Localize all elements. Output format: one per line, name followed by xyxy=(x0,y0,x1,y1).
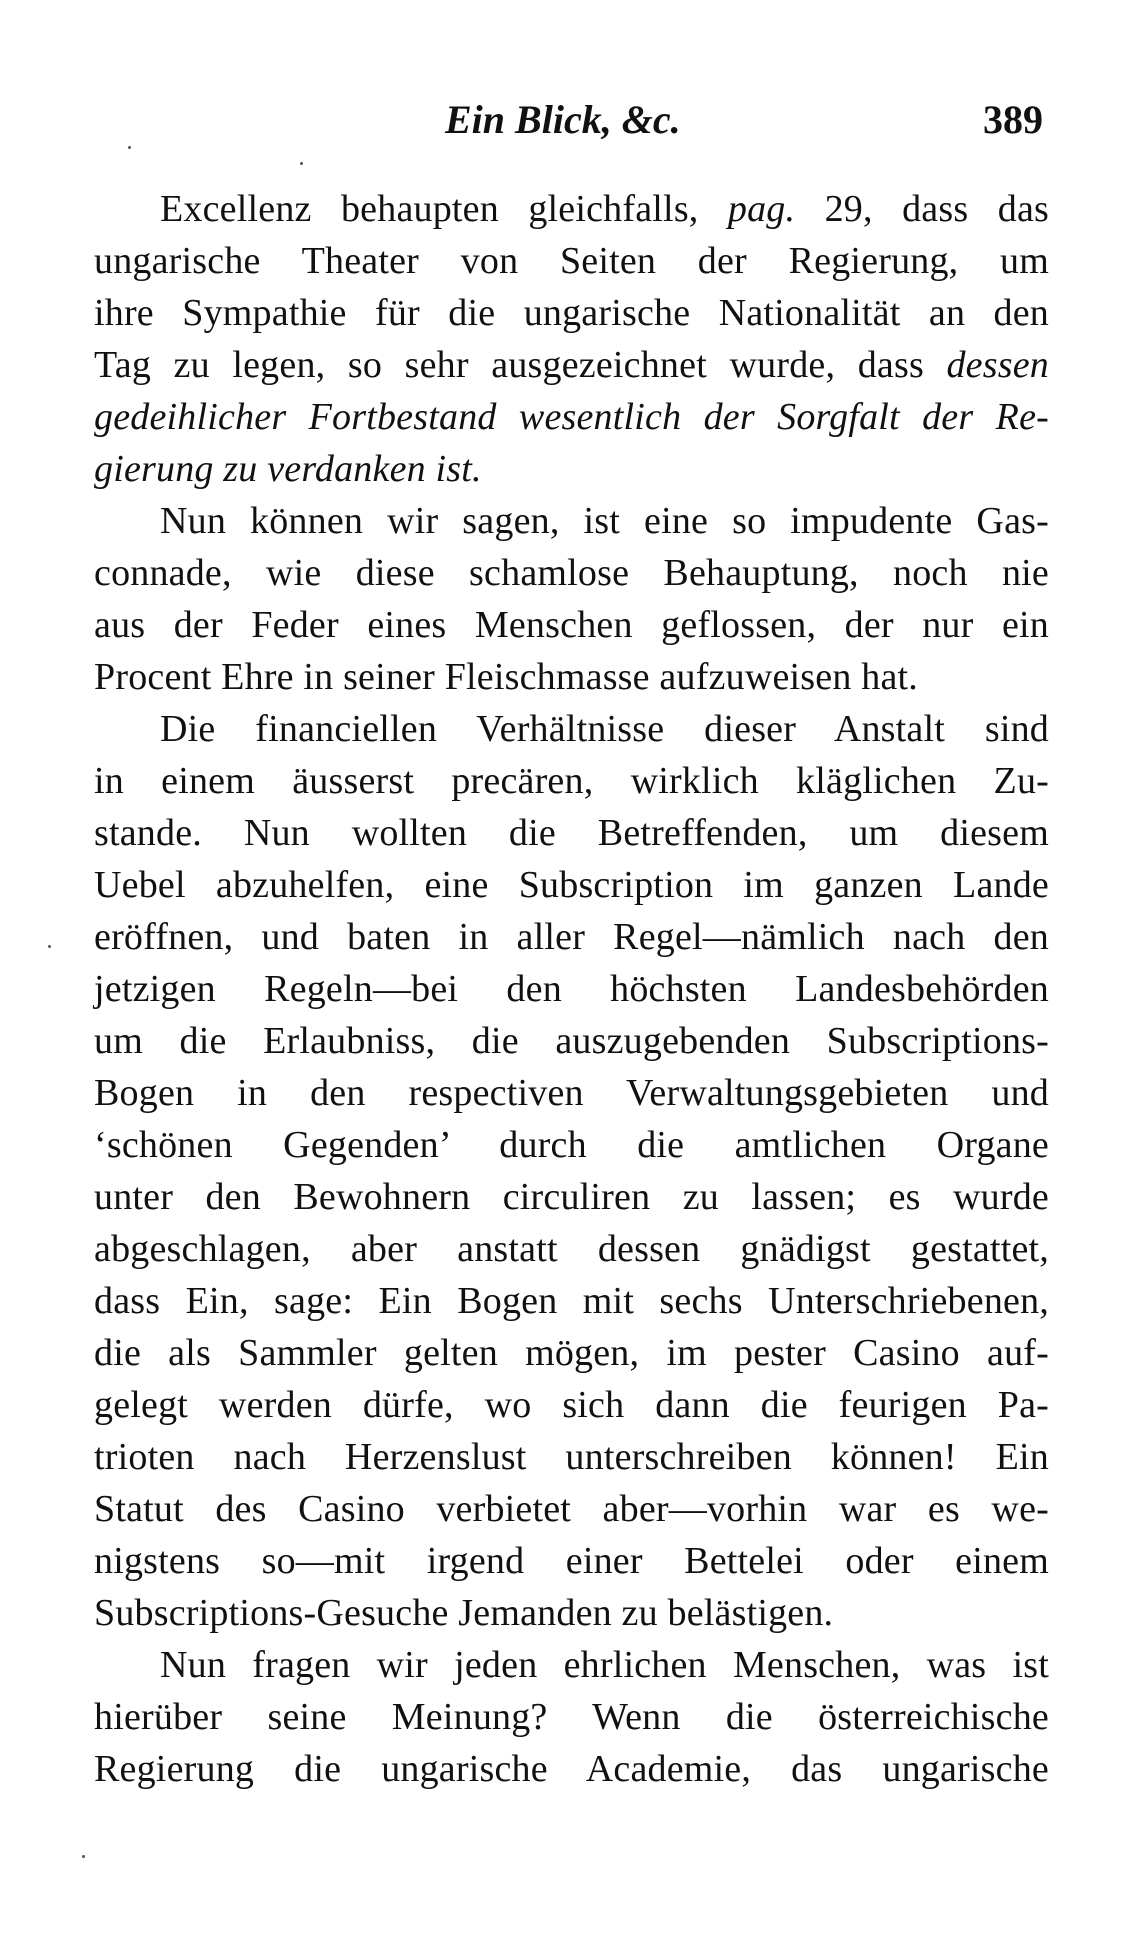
text-line: Tag zu legen, so sehr ausgezeichnet wurde, dass dessen xyxy=(94,344,1049,386)
text-line: Excellenz behaupten gleichfalls, pag. 29, dass das xyxy=(160,188,1049,230)
text-line: die als Sammler gelten mögen, im pester Casino auf- xyxy=(94,1332,1049,1374)
text-line: Regierung die ungarische Academie, das ungarische xyxy=(94,1748,1049,1790)
print-speck xyxy=(300,162,303,165)
text-line: ‘schönen Gegenden’ durch die amtlichen Organe xyxy=(94,1124,1049,1166)
text-line: Nun können wir sagen, ist eine so impudente Gas- xyxy=(160,500,1049,542)
text-line: gedeihlicher Fortbestand wesentlich der Sorgfalt der Re- xyxy=(94,396,1049,438)
text-line: eröffnen, und baten in aller Regel—nämlich nach den xyxy=(94,916,1049,958)
running-title: Ein Blick, &c. xyxy=(445,97,681,142)
text-line: jetzigen Regeln—bei den höchsten Landesbehörden xyxy=(94,968,1049,1010)
text-line: connade, wie diese schamlose Behauptung, noch nie xyxy=(94,552,1049,594)
italic-word: pag. xyxy=(727,188,796,230)
text-line: hierüber seine Meinung? Wenn die österreichische xyxy=(94,1696,1049,1738)
page-number: 389 xyxy=(983,97,1043,142)
text-line: gelegt werden dürfe, wo sich dann die feurigen Pa- xyxy=(94,1384,1049,1426)
text-line: Die financiellen Verhältnisse dieser Anstalt sind xyxy=(160,708,1049,750)
italic-word: dessen xyxy=(946,344,1049,386)
text-line: aus der Feder eines Menschen geflossen, der nur ein xyxy=(94,604,1049,646)
text-line: nigstens so—mit irgend einer Bettelei oder einem xyxy=(94,1540,1049,1582)
text-line: Nun fragen wir jeden ehrlichen Menschen, was ist xyxy=(160,1644,1049,1686)
print-speck xyxy=(128,146,131,149)
text-line: in einem äusserst precären, wirklich kläglichen Zu- xyxy=(94,760,1049,802)
text-line: gierung zu verdanken ist. xyxy=(94,448,482,490)
text-line: stande. Nun wollten die Betreffenden, um diesem xyxy=(94,812,1049,854)
text-line: unter den Bewohnern circuliren zu lassen; es wurde xyxy=(94,1176,1049,1218)
text-line: dass Ein, sage: Ein Bogen mit sechs Unterschriebenen, xyxy=(94,1280,1049,1322)
text-line: um die Erlaubniss, die auszugebenden Subscriptions- xyxy=(94,1020,1049,1062)
text-line: ungarische Theater von Seiten der Regierung, um xyxy=(94,240,1049,282)
text-line: ihre Sympathie für die ungarische Nationalität an den xyxy=(94,292,1049,334)
page-header xyxy=(0,95,1147,155)
text-line: Subscriptions-Gesuche Jemanden zu belästigen. xyxy=(94,1592,834,1634)
body-text xyxy=(94,183,1049,1795)
text-line: Statut des Casino verbietet aber—vorhin war es we- xyxy=(94,1488,1049,1530)
print-speck xyxy=(48,945,51,948)
text-line: Bogen in den respectiven Verwaltungsgebieten und xyxy=(94,1072,1049,1114)
text-line: trioten nach Herzenslust unterschreiben können! Ein xyxy=(94,1436,1049,1478)
text-line: Procent Ehre in seiner Fleischmasse aufzuweisen hat. xyxy=(94,656,918,698)
text-line: abgeschlagen, aber anstatt dessen gnädigst gestattet, xyxy=(94,1228,1049,1270)
text-line: Uebel abzuhelfen, eine Subscription im ganzen Lande xyxy=(94,864,1049,906)
print-speck xyxy=(82,1855,85,1858)
